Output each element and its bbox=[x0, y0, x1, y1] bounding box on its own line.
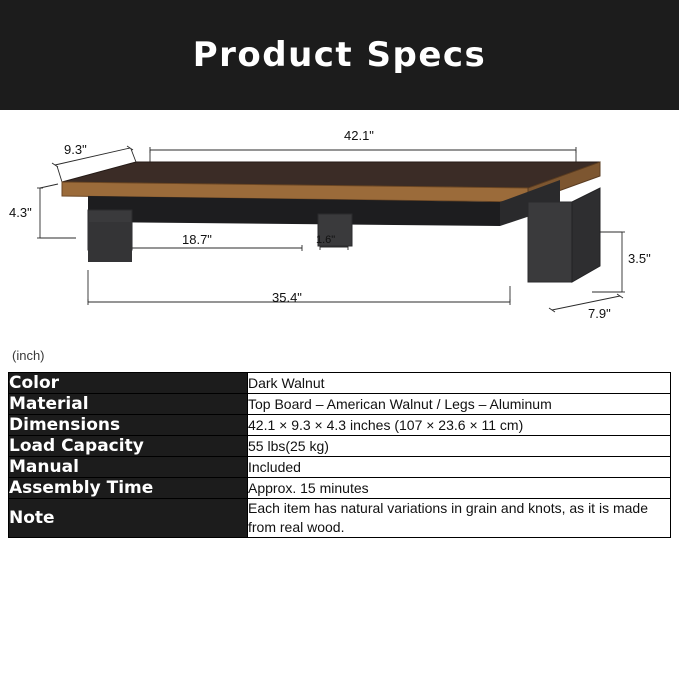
header-banner bbox=[0, 0, 679, 110]
table-row bbox=[9, 394, 671, 415]
page-title: Product Specs bbox=[192, 35, 487, 75]
spec-label: Color bbox=[9, 373, 248, 394]
dim-height-left: 4.3" bbox=[9, 205, 32, 220]
dim-base-depth: 7.9" bbox=[588, 306, 611, 321]
table-row bbox=[9, 436, 671, 457]
monitor-stand-drawing bbox=[0, 110, 679, 365]
table-row bbox=[9, 478, 671, 499]
dim-length-top: 42.1" bbox=[344, 128, 374, 143]
dim-base-length: 35.4" bbox=[272, 290, 302, 305]
spec-label: Material bbox=[9, 394, 248, 415]
spec-value: 55 lbs(25 kg) bbox=[248, 436, 671, 457]
spec-label: Manual bbox=[9, 457, 248, 478]
dim-small-gap: 1.6" bbox=[316, 234, 336, 246]
spec-value: 42.1 × 9.3 × 4.3 inches (107 × 23.6 × 11 cm) bbox=[248, 415, 671, 436]
spec-table bbox=[8, 372, 671, 538]
spec-value: Top Board – American Walnut / Legs – Aluminum bbox=[248, 394, 671, 415]
dim-inner-width: 18.7" bbox=[182, 232, 212, 247]
spec-label: Dimensions bbox=[9, 415, 248, 436]
unit-note: (inch) bbox=[12, 348, 45, 363]
spec-value: Approx. 15 minutes bbox=[248, 478, 671, 499]
product-diagram bbox=[0, 110, 679, 365]
dim-leg-height: 3.5" bbox=[628, 251, 651, 266]
table-row bbox=[9, 415, 671, 436]
spec-value: Dark Walnut bbox=[248, 373, 671, 394]
spec-label: Load Capacity bbox=[9, 436, 248, 457]
dim-depth-top: 9.3" bbox=[64, 142, 87, 157]
spec-label: Assembly Time bbox=[9, 478, 248, 499]
table-row bbox=[9, 457, 671, 478]
spec-label: Note bbox=[9, 499, 248, 538]
table-row bbox=[9, 373, 671, 394]
spec-value: Each item has natural variations in grain and knots, as it is made from real wood. bbox=[248, 499, 671, 538]
spec-value: Included bbox=[248, 457, 671, 478]
spec-table-container bbox=[8, 372, 671, 538]
table-row bbox=[9, 499, 671, 538]
